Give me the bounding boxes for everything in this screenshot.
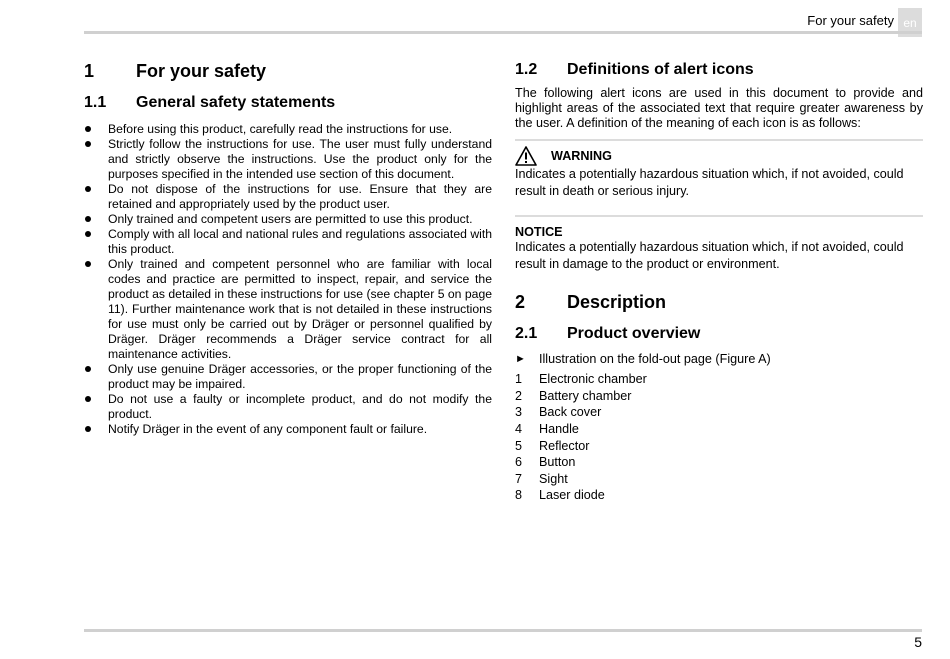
list-item: 6 Button (515, 455, 576, 470)
warning-triangle-icon (515, 146, 537, 166)
notice-text: Indicates a potentially hazardous situation which, if not avoided, could result in damage to the product or environment. (515, 240, 904, 271)
section-number: 2 (515, 291, 526, 312)
arrow-right-icon: ► (515, 353, 526, 365)
subsection-number: 1.1 (84, 94, 107, 111)
bullet-icon (85, 426, 91, 432)
right-column (515, 60, 923, 504)
bullet-icon (85, 231, 91, 237)
header-rule (84, 31, 922, 34)
notice-top-rule (515, 215, 923, 217)
bullet-icon (85, 186, 91, 192)
list-item: 5 Reflector (515, 438, 590, 453)
notice-label: NOTICE (515, 225, 563, 239)
footer-rule (84, 629, 922, 632)
list-item: 2 Battery chamber (515, 388, 632, 403)
list-item: Only trained and competent personnel who are familiar with local codes and practice are permitted to inspect, repair, and service the product as detailed in these instructions for use (see chapter 5 on page 11). Further maintenance work that is not detailed in these instructions for use must only be carried out by Dräger or personnel qualified by Dräger. Dräger recommends a Dräger service contract for all maintenance activities. (84, 257, 492, 362)
section-number: 1 (84, 60, 95, 81)
warning-label: WARNING (551, 149, 612, 163)
section-1-heading (84, 60, 492, 82)
running-header-title: For your safety (807, 13, 894, 28)
page-number: 5 (914, 634, 922, 650)
left-column (84, 60, 492, 437)
subsection-1-2-heading (515, 60, 923, 80)
list-item: Do not use a faulty or incomplete product, and do not modify the product. (84, 392, 492, 422)
action-text: Illustration on the fold-out page (Figure A) (539, 352, 771, 366)
subsection-title: General safety statements (136, 94, 336, 111)
section-title: Description (567, 291, 667, 312)
list-item: 7 Sight (515, 471, 568, 486)
warning-text: Indicates a potentially hazardous situation which, if not avoided, could result in death or serious injury. (515, 167, 904, 198)
list-item: 8 Laser diode (515, 488, 605, 503)
list-item: Only use genuine Dräger accessories, or the proper functioning of the product may be impaired. (84, 362, 492, 392)
list-item: Do not dispose of the instructions for use. Ensure that they are retained and appropriately used by the product user. (84, 182, 492, 212)
action-step (515, 352, 923, 366)
subsection-2-1-heading (515, 324, 923, 344)
bullet-icon (85, 366, 91, 372)
language-tab: en (898, 8, 922, 37)
subsection-title: Definitions of alert icons (567, 61, 754, 78)
bullet-icon (85, 216, 91, 222)
warning-heading (515, 146, 923, 166)
list-item: 4 Handle (515, 422, 579, 437)
bullet-icon (85, 141, 91, 147)
bullet-icon (85, 396, 91, 402)
warning-top-rule (515, 139, 923, 141)
list-item: 3 Back cover (515, 405, 602, 420)
list-item: Comply with all local and national rules and regulations associated with this product. (84, 227, 492, 257)
list-item: Notify Dräger in the event of any component fault or failure. (84, 422, 492, 437)
subsection-title: Product overview (567, 325, 701, 342)
subsection-number: 2.1 (515, 325, 538, 342)
bullet-icon (85, 126, 91, 132)
safety-statements-list (84, 122, 492, 437)
list-item: 1 Electronic chamber (515, 372, 647, 387)
list-item: Strictly follow the instructions for use. The user must fully understand and strictly observe the instructions. Use the product only for the purposes specified in the intended use section of this document. (84, 137, 492, 182)
bullet-icon (85, 261, 91, 267)
subsection-number: 1.2 (515, 61, 538, 78)
section-title: For your safety (136, 60, 267, 81)
list-item: Only trained and competent users are permitted to use this product. (84, 212, 492, 227)
product-components-list (515, 371, 923, 504)
list-item: Before using this product, carefully read the instructions for use. (84, 122, 492, 137)
subsection-1-1-heading (84, 93, 492, 113)
section-2-heading (515, 291, 923, 313)
alert-icons-intro: The following alert icons are used in this document to provide and highlight areas of the associated text that require greater awareness by the user. A definition of the meaning of each icon is as follows: (515, 86, 923, 130)
